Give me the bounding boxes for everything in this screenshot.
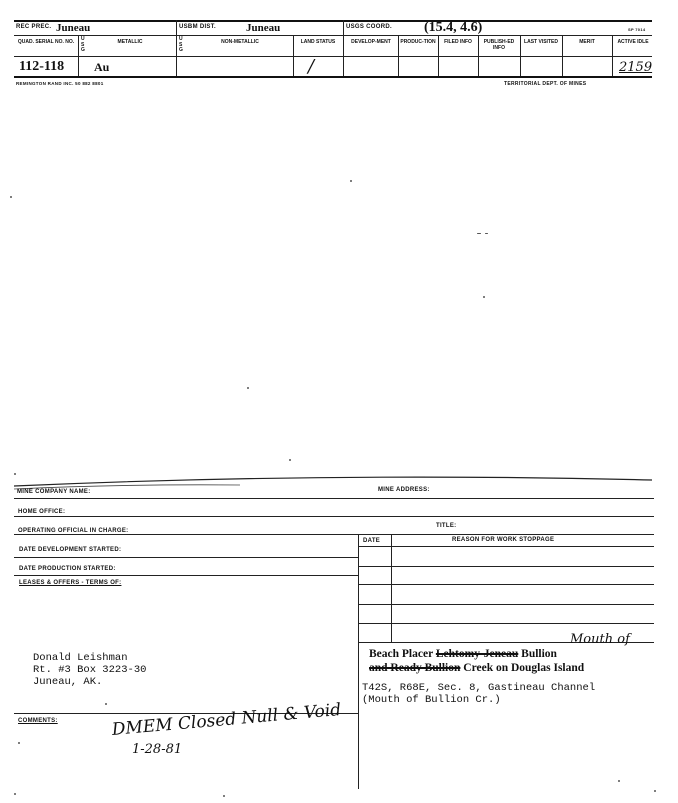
usbm-dist-label: USBM DIST. [179, 24, 217, 30]
rec-prec-value: Juneau [56, 22, 91, 34]
header-published-info: PUBLISH-ED INFO [483, 39, 515, 51]
owner-address: Donald Leishman Rt. #3 Box 3223-30 Juneau, AK. [33, 652, 147, 688]
form-number: SP 7014 [628, 27, 646, 32]
header-development: DEVELOP-MENT [351, 39, 391, 45]
date-column-header: DATE [363, 538, 381, 544]
metallic-value: Au [94, 60, 110, 74]
location-line-1: Beach Placer Lehtomy-Jeneau Bullion [369, 648, 557, 660]
comments-handwritten-closed: DMEM Closed Null & Void [111, 699, 342, 740]
date-production-started-label: DATE PRODUCTION STARTED: [19, 566, 116, 572]
title-label: TITLE: [436, 523, 457, 529]
reason-column-header: REASON FOR WORK STOPPAGE [452, 537, 555, 543]
header-last-visited: LAST VISITED [524, 39, 558, 45]
header-filed-info: FILED INFO [444, 39, 472, 45]
land-status-value: / [308, 56, 315, 77]
card-footer-left: REMINGTON RAND INC. 50 882 8801 [16, 81, 104, 86]
header-merit: MERIT [579, 39, 595, 45]
quad-serial-value: 112-118 [19, 59, 65, 74]
usgs-coord-value: (15.4, 4.6) [424, 20, 483, 35]
leases-offers-label: LEASES & OFFERS - TERMS OF: [19, 580, 122, 586]
mine-company-name-label: MINE COMPANY NAME: [17, 489, 91, 495]
header-quad-serial: QUAD. SERIAL NO. NO. [17, 39, 75, 45]
comments-handwritten-date: 1-28-81 [132, 742, 183, 757]
header-land-status: LAND STATUS [300, 39, 336, 45]
form-top-edge [0, 470, 678, 492]
handwritten-mouth-of: Mouth of [570, 632, 630, 647]
card-footer-right: TERRITORIAL DEPT. OF MINES [504, 81, 587, 87]
usgs-coord-label: USGS COORD. [346, 24, 392, 30]
active-idle-value: 2159 [619, 60, 653, 75]
usg-letters-nonmetallic: U S G [179, 36, 183, 53]
date-development-started-label: DATE DEVELOPMENT STARTED: [19, 547, 122, 553]
mine-address-label: MINE ADDRESS: [378, 487, 430, 493]
header-metallic: METALLIC [117, 39, 143, 45]
location-detail: T42S, R68E, Sec. 8, Gastineau Channel (Mouth of Bullion Cr.) [362, 682, 596, 706]
operating-official-label: OPERATING OFFICIAL IN CHARGE: [18, 528, 129, 534]
home-office-label: HOME OFFICE: [18, 509, 66, 515]
header-production: PRODUC-TION [400, 39, 436, 45]
header-active-idle: ACTIVE IDLE [617, 39, 649, 45]
location-line-2: and Ready Bullion Creek on Douglas Island [369, 662, 585, 674]
rec-prec-label: REC PREC. [16, 24, 52, 30]
comments-label: COMMENTS: [18, 718, 58, 724]
usbm-dist-value: Juneau [246, 22, 281, 34]
usg-letters-metallic: U S G [81, 36, 85, 53]
header-non-metallic: NON-METALLIC [221, 39, 259, 45]
